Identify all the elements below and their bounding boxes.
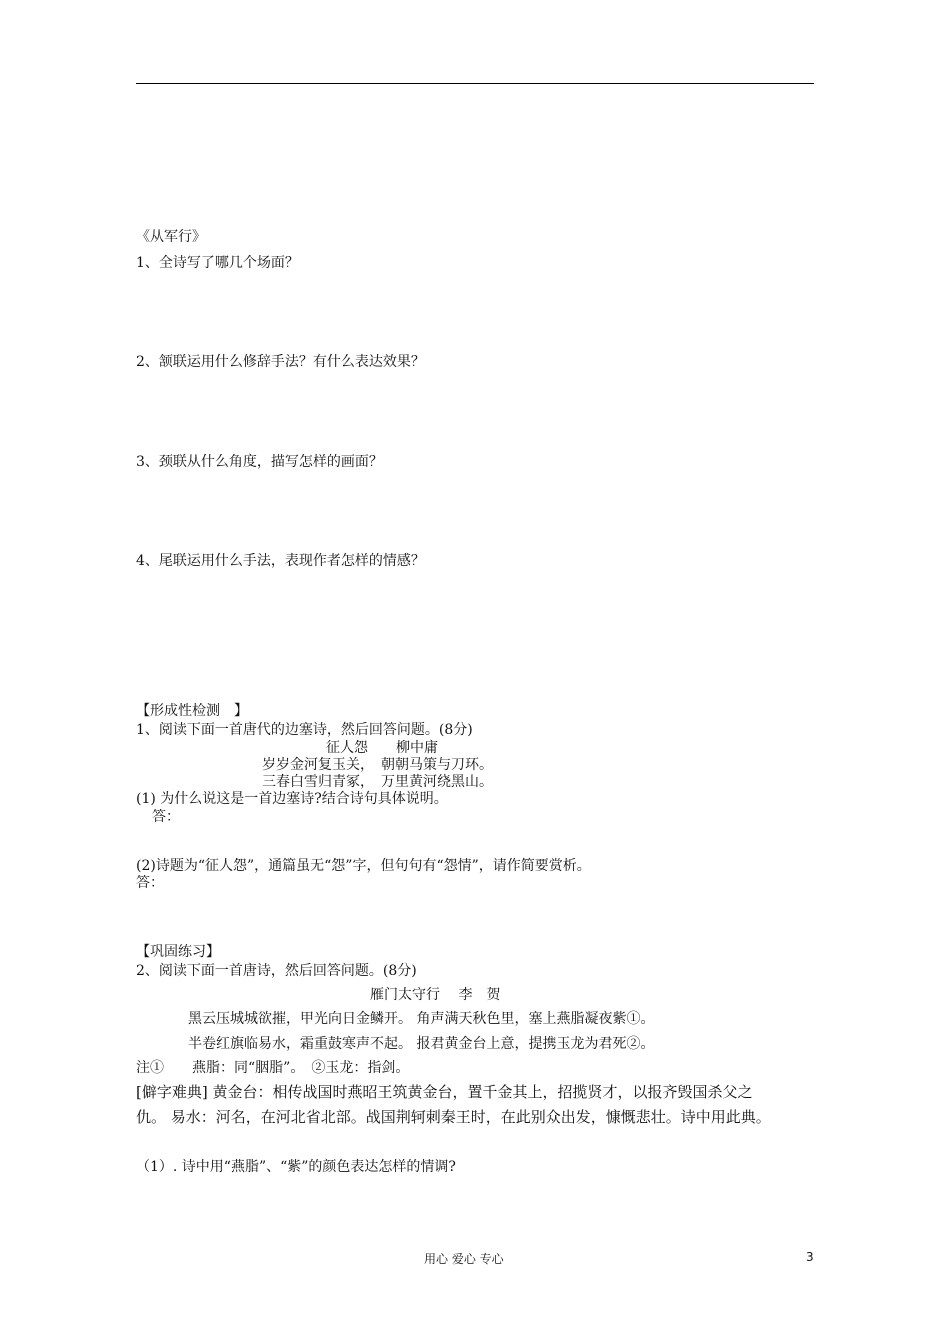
allusion-text: 仇。 易水：河名，在河北省北部。战国荆轲刺秦王时，在此别众出发，慷慨悲壮。诗中用此典。 xyxy=(136,1108,771,1126)
section-header-practice: 【巩固练习】 xyxy=(136,944,220,960)
section-header-formative: 【形成性检测 】 xyxy=(136,703,248,719)
poem-line: 岁岁金河复玉关， 朝朝马策与刀环。 xyxy=(262,757,493,773)
answer-label: 答： xyxy=(152,809,180,825)
sub-question: （1）. 诗中用“燕脂”、“紫”的颜色表达怎样的情调? xyxy=(136,1159,456,1175)
question-1: 1、全诗写了哪几个场面？ xyxy=(136,255,299,271)
annotation-note: 注① 燕脂：同“胭脂”。 ②玉龙：指剑。 xyxy=(136,1060,410,1076)
page-number: 3 xyxy=(806,1250,814,1264)
question-3: 3、颈联从什么角度，描写怎样的画面？ xyxy=(136,454,383,470)
question-4: 4、尾联运用什么手法，表现作者怎样的情感？ xyxy=(136,553,425,569)
poem-title: 雁门太守行 李 贺 xyxy=(370,987,501,1003)
header-rule xyxy=(136,83,814,84)
poem-line: 三春白雪归青冢， 万里黄河绕黑山。 xyxy=(262,774,493,790)
exercise-intro: 2、阅读下面一首唐诗，然后回答问题。(8分) xyxy=(136,963,417,979)
question-2: 2、颔联运用什么修辞手法？有什么表达效果？ xyxy=(136,354,425,370)
sub-question: (2)诗题为“征人怨”，通篇虽无“怨”字，但句句有“怨情”，请作简要赏析。 xyxy=(136,858,591,874)
footer-motto: 用心 爱心 专心 xyxy=(424,1252,504,1266)
sub-question: (1) 为什么说这是一首边塞诗?结合诗句具体说明。 xyxy=(136,791,448,807)
poem-title: 征人怨 柳中庸 xyxy=(326,740,438,756)
poem-line: 黑云压城城欲摧，甲光向日金鳞开。 角声满天秋色里，塞上燕脂凝夜紫①。 xyxy=(188,1011,655,1027)
answer-label: 答： xyxy=(136,875,164,891)
section-title: 《从军行》 xyxy=(136,229,206,245)
exercise-intro: 1、阅读下面一首唐代的边塞诗，然后回答问题。(8分) xyxy=(136,722,473,738)
allusion-text: [僻字难典] 黄金台：相传战国时燕昭王筑黄金台，置千金其上，招揽贤才，以报齐毁国杀父之 xyxy=(136,1083,753,1101)
poem-line: 半卷红旗临易水，霜重鼓寒声不起。 报君黄金台上意，提携玉龙为君死②。 xyxy=(188,1036,655,1052)
